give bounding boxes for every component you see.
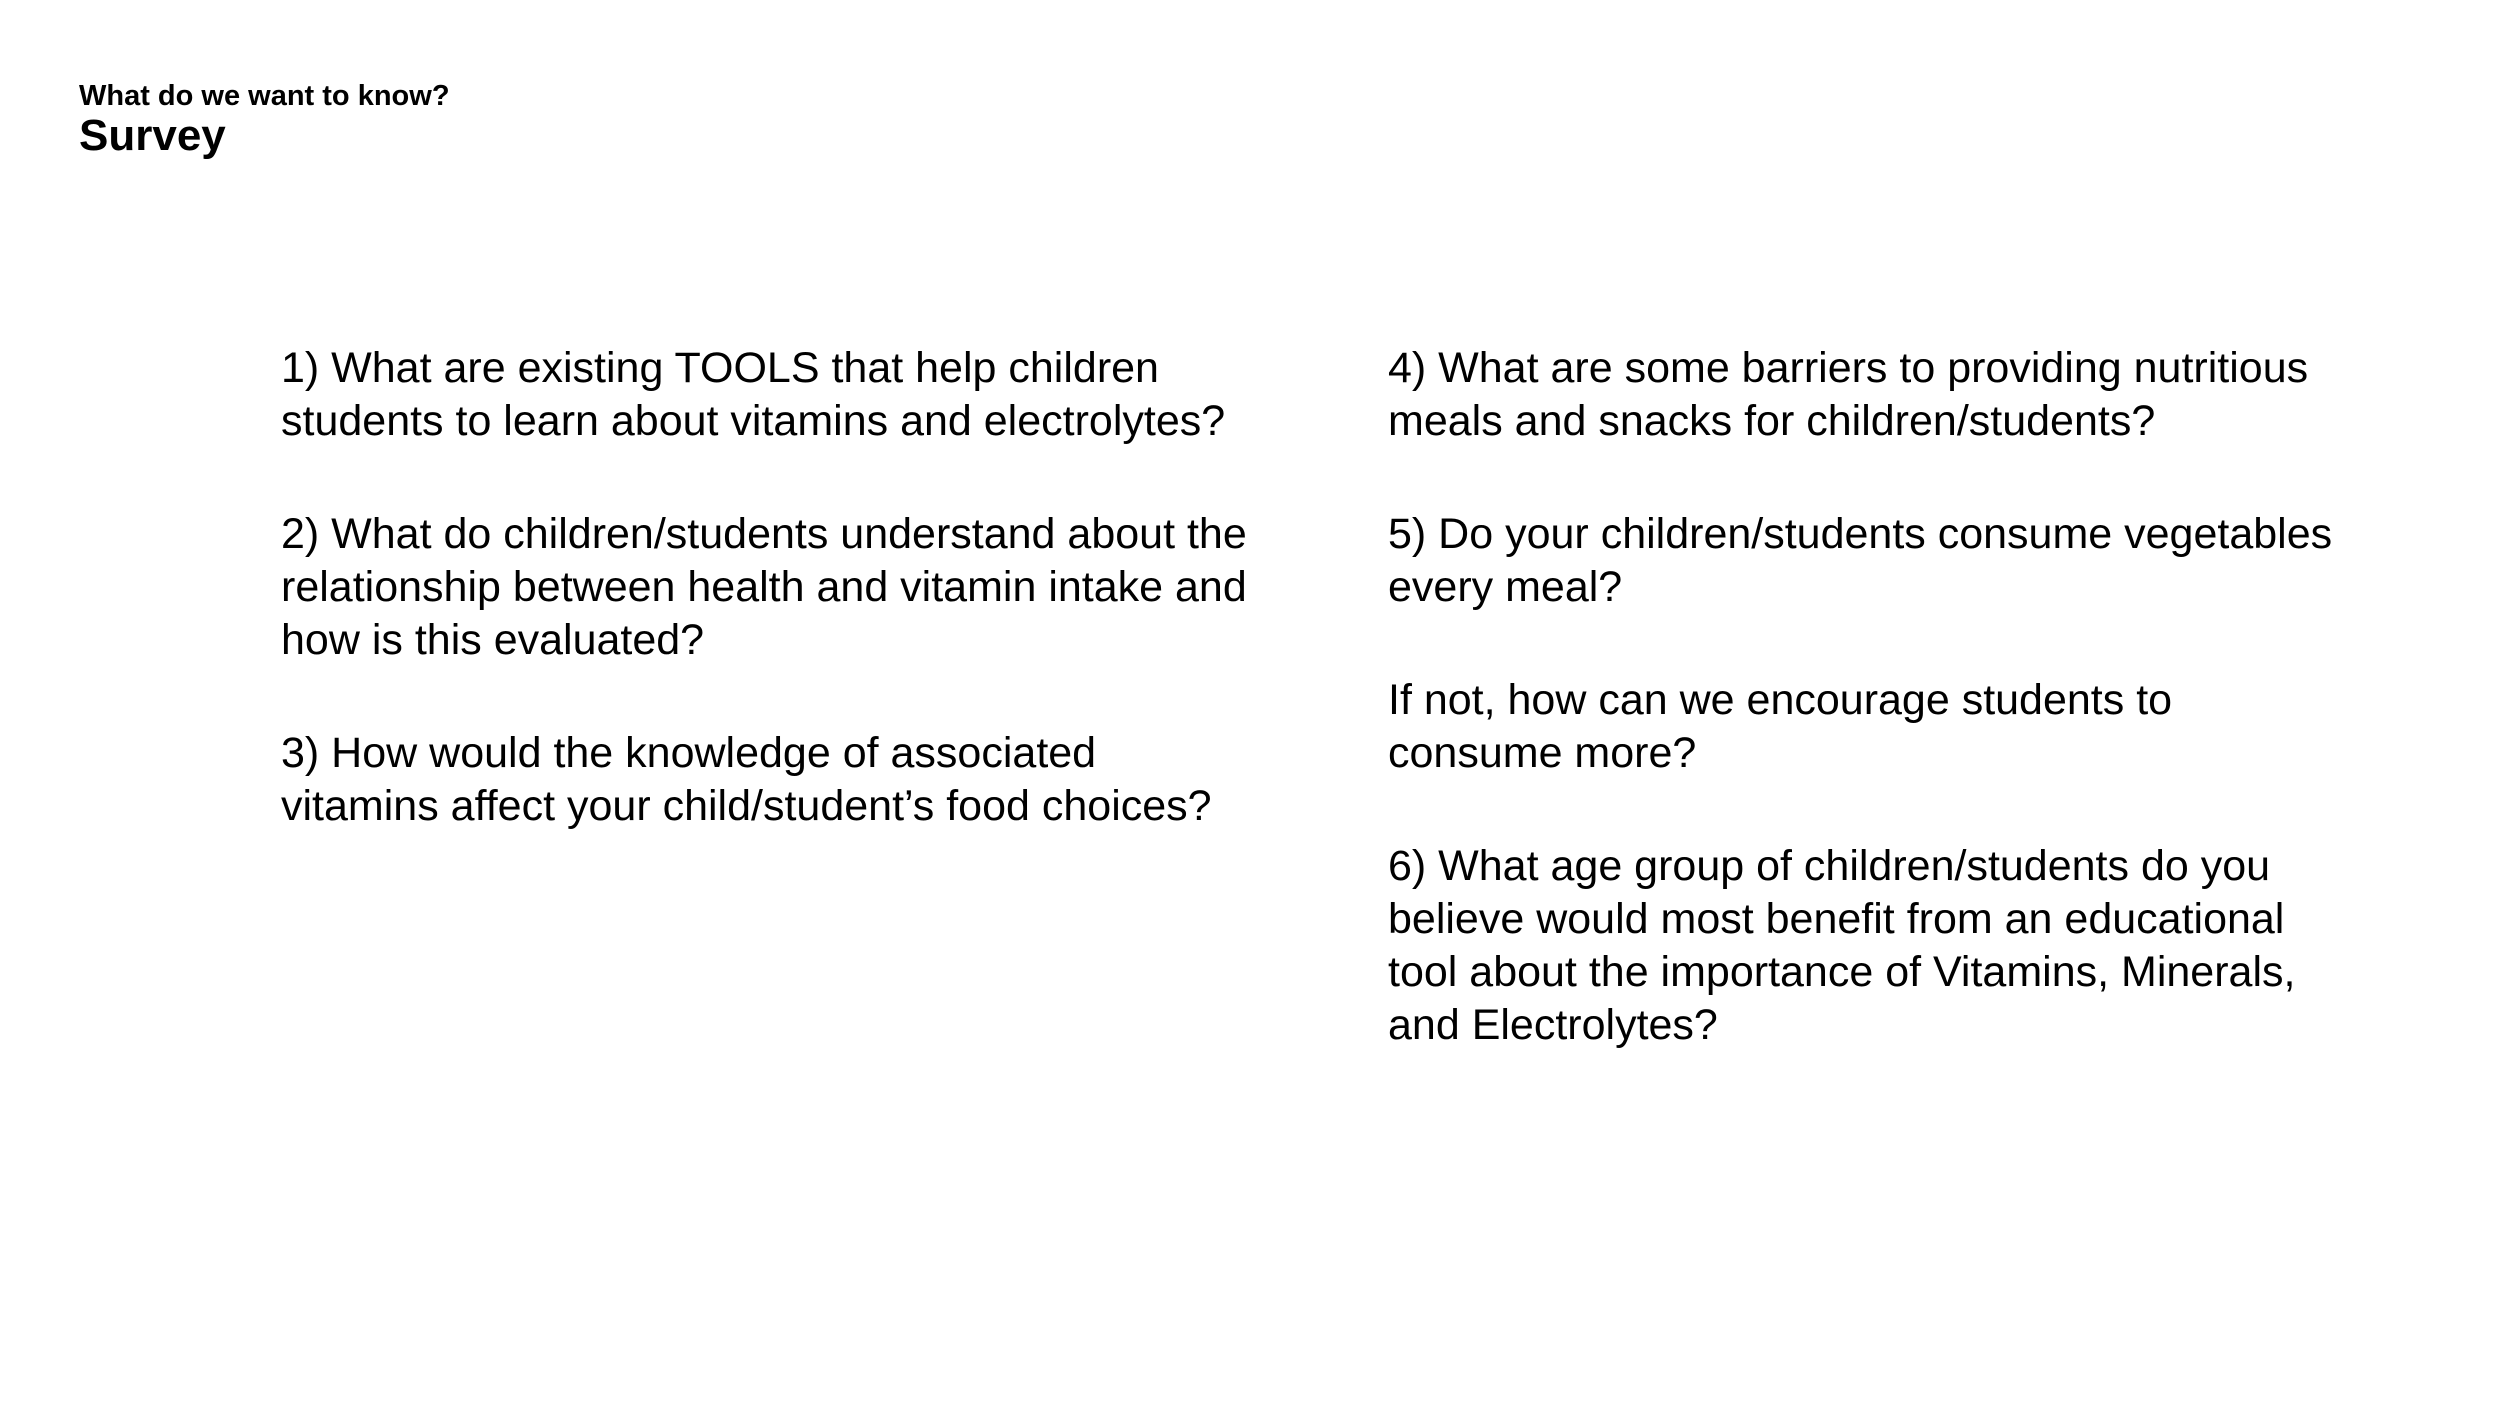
question-5: 5) Do your children/students consume vegetables every meal?: [1388, 510, 2333, 611]
question-6: 6) What age group of children/students do you believe would most benefit from an educational tool about the importance of Vitamins, Minerals, and Electrolytes?: [1388, 842, 2296, 1049]
question-4: 4) What are some barriers to providing nutritious meals and snacks for children/students?: [1388, 344, 2309, 445]
question-5-followup: If not, how can we encourage students to consume more?: [1388, 676, 2173, 777]
questions-right-column: [1388, 342, 2448, 1052]
questions-left-column: [281, 342, 1321, 833]
slide-title: Survey: [79, 111, 226, 160]
slide-kicker: What do we want to know?: [79, 80, 450, 112]
question-1: 1) What are existing TOOLS that help children students to learn about vitamins and electrolytes?: [281, 344, 1226, 445]
question-2: 2) What do children/students understand about the relationship between health and vitamin intake and how is this evaluated?: [281, 510, 1247, 664]
question-3: 3) How would the knowledge of associated vitamins affect your child/student’s food choices?: [281, 729, 1212, 830]
